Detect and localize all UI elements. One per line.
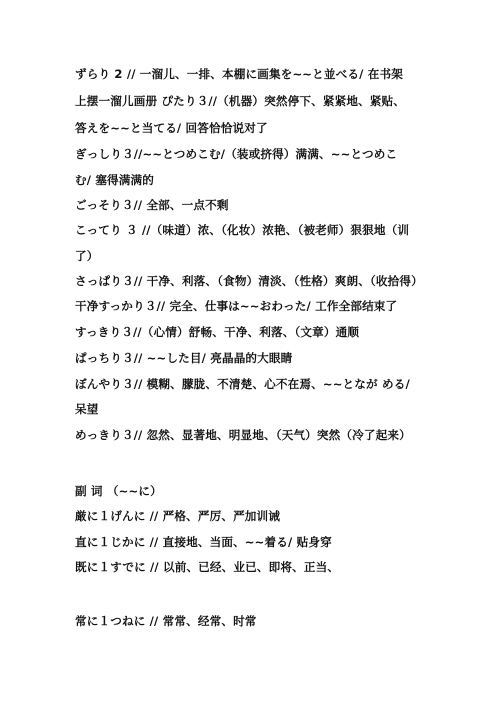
text-line: 上摆一溜儿画册 ぴたり３//（机器）突然停下、紧紧地、紧贴、 xyxy=(75,94,406,108)
text-line: 呆望 xyxy=(75,402,99,416)
text-line: ぎっしり３//~~とつめこむ/（装或挤得）满满、~~とつめこ xyxy=(75,147,398,161)
section-heading: 副 词 （~~に） xyxy=(75,484,162,498)
text-line: 既に１すでに // 以前、已经、业已、即将、正当、 xyxy=(75,560,340,574)
text-line: めっきり３// 忽然、显著地、明显地、（天气）突然（冷了起来） xyxy=(75,428,411,442)
text-line: 厳に１げんに // 严格、严厉、严加训诫 xyxy=(75,509,281,523)
text-line: 常に１つねに // 常常、经常、时常 xyxy=(75,614,257,628)
text-line: む/ 塞得满满的 xyxy=(75,173,155,187)
text-line: ごっそり３// 全部、一点不剩 xyxy=(75,198,229,212)
text-line: ずらり 2 // 一溜儿、一排、本棚に画集を~~と並べる/ 在书架 xyxy=(75,67,403,81)
text-line: ぱっちり３// ~~した目/ 亮晶晶的大眼睛 xyxy=(75,351,293,365)
text-line: 直に１じかに // 直接地、当面、~~着る/ 贴身穿 xyxy=(75,535,332,549)
text-line: すっきり３//（心情）舒畅、干净、利落、（文章）通顺 xyxy=(75,325,360,339)
text-line: ぼんやり３// 模糊、朦胧、不清楚、心不在焉、~~となが める/ xyxy=(75,377,410,391)
text-line: さっぱり３// 干净、利落、（食物）清淡、（性格）爽朗、（收拾得） xyxy=(75,274,423,288)
text-line: こってり ３ //（味道）浓、（化妆）浓艳、（被老师）狠狠地（训 xyxy=(75,223,410,237)
text-line: 干净すっかり３// 完全、仕事は~~おわった/ 工作全部结束了 xyxy=(75,299,398,313)
text-line: 了） xyxy=(75,249,99,263)
text-line: 答えを~~と当てる/ 回答恰恰说对了 xyxy=(75,121,268,135)
